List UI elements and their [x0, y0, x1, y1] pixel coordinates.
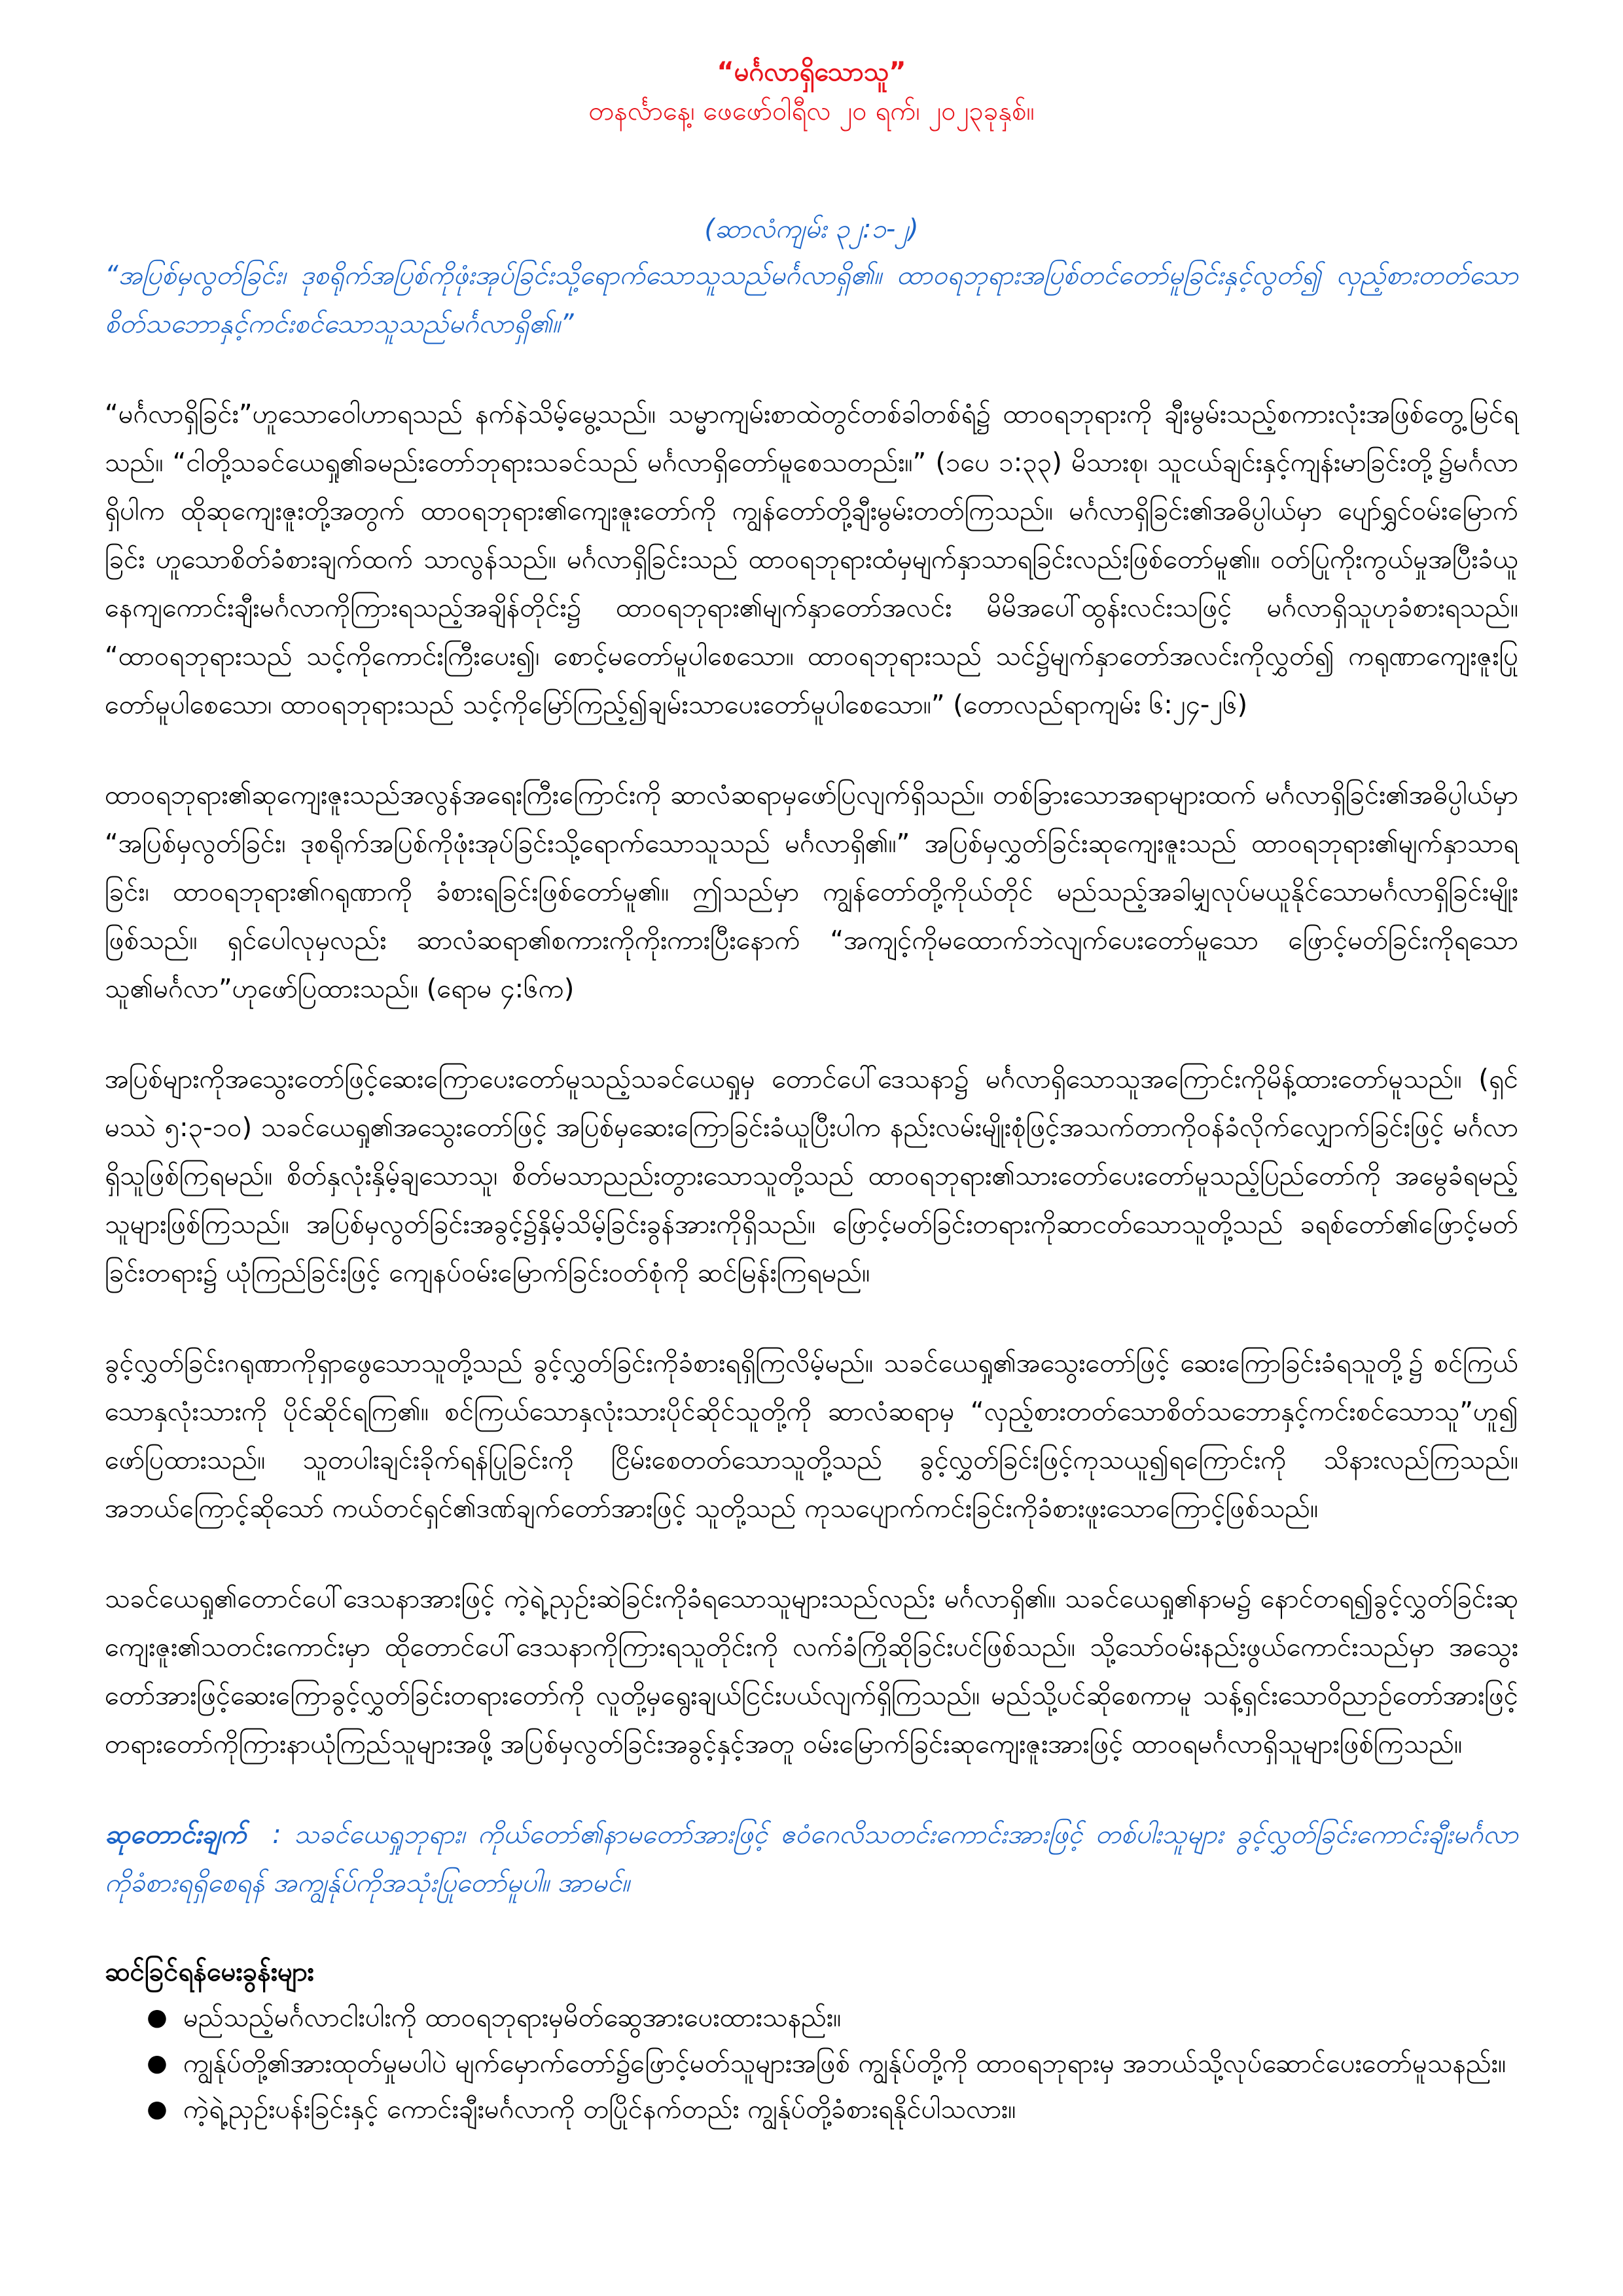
scripture-verse: “အပြစ်မှလွတ်ခြင်း၊ ဒုစရိုက်အပြစ်ကိုဖုံးအုပ်ခြင်းသို့ရောက်သောသူသည်မင်္ဂလာရှိ၏။ ထာဝရဘုရားအပြစ်တင်တော်မူခြင်းနှင့်လွတ်၍ လှည့်စားတတ်သောစိတ်သဘောနှင့်ကင်းစင်သောသူသည်မင်္ဂလာရှိ၏။”	[105, 260, 1518, 339]
question-text: ကျွန်ုပ်တို့၏အားထုတ်မှုမပါပဲ မျက်မှောက်တော်၌ဖြောင့်မတ်သူများအဖြစ် ကျွန်ုပ်တို့ကို ထာဝရဘုရားမှ အဘယ်သို့လုပ်ဆောင်ပေးတော်မူသနည်း။	[183, 2049, 1507, 2079]
scripture-reference: (ဆာလံကျမ်း ၃၂:၁-၂)	[704, 214, 919, 244]
bullet-icon: ●	[147, 2004, 168, 2031]
page-title: “မင်္ဂလာရှိသောသူ”	[717, 57, 906, 87]
prayer-block	[105, 1810, 1518, 1907]
body-paragraph-2: ထာဝရဘုရား၏ဆုကျေးဇူးသည်အလွန်အရေးကြီးကြောင်းကို ဆာလံဆရာမှဖော်ပြလျက်ရှိသည်။ တစ်ခြားသောအရာများထက် မင်္ဂလာရှိခြင်း၏အဓိပ္ပါယ်မှာ “အပြစ်မှလွတ်ခြင်း၊ ဒုစရိုက်အပြစ်ကိုဖုံးအုပ်ခြင်းသို့ရောက်သောသူသည် မင်္ဂလာရှိ၏။” အပြစ်မှလွှတ်ခြင်းဆုကျေးဇူးသည် ထာဝရဘုရား၏မျက်နှာသာရခြင်း၊ ထာဝရဘုရား၏ဂရုဏာကို ခံစားရခြင်းဖြစ်တော်မူ၏။ ဤသည်မှာ ကျွန်တော်တို့ကိုယ်တိုင် မည်သည့်အခါမျှလုပ်မယူနိုင်သောမင်္ဂလာရှိခြင်းမျိုးဖြစ်သည်။ ရှင်ပေါလုမှလည်း ဆာလံဆရာ၏စကားကိုကိုးကားပြီးနောက် “အကျင့်ကိုမထောက်ဘဲလျက်ပေးတော်မူသော ဖြောင့်မတ်ခြင်းကိုရသောသူ၏မင်္ဂလာ”ဟုဖော်ပြထားသည်။ (ရောမ ၄:၆က)	[105, 780, 1518, 1004]
body-paragraph-3: အပြစ်များကိုအသွေးတော်ဖြင့်ဆေးကြောပေးတော်မူသည့်သခင်ယေရှုမှ တောင်ပေါ်ဒေသနာ၌ မင်္ဂလာရှိသောသူအကြောင်းကိုမိန့်ထားတော်မူသည်။ (ရှင်မဿဲ ၅:၃-၁၀) သခင်ယေရှု၏အသွေးတော်ဖြင့် အပြစ်မှဆေးကြောခြင်းခံယူပြီးပါက နည်းလမ်းမျိုးစုံဖြင့်အသက်တာကိုဝန်ခံလိုက်လျှောက်ခြင်းဖြင့် မင်္ဂလာရှိသူဖြစ်ကြရမည်။ စိတ်နှလုံးနှိမ့်ချသောသူ၊ စိတ်မသာညည်းတွားသောသူတို့သည် ထာဝရဘုရား၏သားတော်ပေးတော်မူသည့်ပြည်တော်ကို အမွေခံရမည့်သူများဖြစ်ကြသည်။ အပြစ်မှလွတ်ခြင်းအခွင့်၌နှိမ့်သိမ့်ခြင်းခွန်အားကိုရှိသည်။ ဖြောင့်မတ်ခြင်းတရားကိုဆာငတ်သောသူတို့သည် ခရစ်တော်၏ဖြောင့်မတ်ခြင်းတရား၌ ယုံကြည်ခြင်းဖြင့် ကျေနပ်ဝမ်းမြောက်ခြင်းဝတ်စုံကို ဆင်မြန်းကြရမည်။	[105, 1064, 1518, 1288]
body-paragraph-1: “မင်္ဂလာရှိခြင်း”ဟူသောဝေါဟာရသည် နက်နဲသိမ့်မွေ့သည်။ သမ္မာကျမ်းစာထဲတွင်တစ်ခါတစ်ရံ၌ ထာဝရဘုရားကို ချီးမွမ်းသည့်စကားလုံးအဖြစ်တွေ့မြင်ရသည်။ “ငါတို့သခင်ယေရှု၏ခမည်းတော်ဘုရားသခင်သည် မင်္ဂလာရှိတော်မူစေသတည်း။” (၁ပေ ၁:၃၃) မိသားစု၊ သူငယ်ချင်းနှင့်ကျန်းမာခြင်းတို့၌မင်္ဂလာရှိပါက ထိုဆုကျေးဇူးတို့အတွက် ထာဝရဘုရား၏ကျေးဇူးတော်ကို ကျွန်တော်တို့ချီးမွမ်းတတ်ကြသည်။ မင်္ဂလာရှိခြင်း၏အဓိပ္ပါယ်မှာ ပျော်ရွှင်ဝမ်းမြောက်ခြင်း ဟူသောစိတ်ခံစားချက်ထက် သာလွန်သည်။ မင်္ဂလာရှိခြင်းသည် ထာဝရဘုရားထံမှမျက်နှာသာရခြင်းလည်းဖြစ်တော်မူ၏။ ဝတ်ပြုကိုးကွယ်မှုအပြီးခံယူနေကျကောင်းချီးမင်္ဂလာကိုကြားရသည့်အချိန်တိုင်း၌ ထာဝရဘုရား၏မျက်နှာတော်အလင်း မိမိအပေါ်ထွန်းလင်းသဖြင့် မင်္ဂလာရှိသူဟုခံစားရသည်။ “ထာဝရဘုရားသည် သင့်ကိုကောင်းကြီးပေး၍၊ စောင့်မတော်မူပါစေသော။ ထာဝရဘုရားသည် သင်၌မျက်နှာတော်အလင်းကိုလွှတ်၍ ကရုဏာကျေးဇူးပြုတော်မူပါစေသော၊ ထာဝရဘုရားသည် သင့်ကိုမြော်ကြည့်၍ချမ်းသာပေးတော်မူပါစေသော။” (တောလည်ရာကျမ်း ၆:၂၄-၂၆)	[105, 399, 1518, 720]
list-item	[144, 1995, 1518, 2041]
body-paragraph-4: ခွင့်လွှတ်ခြင်းဂရုဏာကိုရှာဖွေသောသူတို့သည် ခွင့်လွှတ်ခြင်းကိုခံစားရရှိကြလိမ့်မည်။ သခင်ယေရှု၏အသွေးတော်ဖြင့် ဆေးကြောခြင်းခံရသူတို့၌ စင်ကြယ်သောနှလုံးသားကို ပိုင်ဆိုင်ရကြ၏။ စင်ကြယ်သောနှလုံးသားပိုင်ဆိုင်သူတို့ကို ဆာလံဆရာမှ “လှည့်စားတတ်သောစိတ်သဘောနှင့်ကင်းစင်သောသူ”ဟူ၍ ဖော်ပြထားသည်။ သူတပါးချင်းခိုက်ရန်ပြုခြင်းကို ငြိမ်းစေတတ်သောသူတို့သည် ခွင့်လွှတ်ခြင်းဖြင့်ကုသယူ၍ရကြောင်းကို သိနားလည်ကြသည်။ အဘယ်ကြောင့်ဆိုသော် ကယ်တင်ရှင်၏ဒဏ်ချက်တော်အားဖြင့် သူတို့သည် ကုသပျောက်ကင်းခြင်းကိုခံစားဖူးသောကြောင့်ဖြစ်သည်။	[105, 1348, 1518, 1524]
list-item	[144, 2041, 1518, 2087]
date-line: တနင်္လာနေ့၊ ဖေဖော်ဝါရီလ ၂၀ ရက်၊ ၂၀၂၃ခုနှစ်။	[588, 96, 1035, 126]
body-paragraph-5: သခင်ယေရှု၏တောင်ပေါ်ဒေသနာအားဖြင့် ကဲ့ရဲ့ညှဉ်းဆဲခြင်းကိုခံရသောသူများသည်လည်း မင်္ဂလာရှိ၏။ သခင်ယေရှု၏နာမ၌ နောင်တရ၍ခွင့်လွှတ်ခြင်းဆုကျေးဇူး၏သတင်းကောင်းမှာ ထိုတောင်ပေါ်ဒေသနာကိုကြားရသူတိုင်းကို လက်ခံကြိုဆိုခြင်းပင်ဖြစ်သည်။ သို့သော်ဝမ်းနည်းဖွယ်ကောင်းသည်မှာ အသွေးတော်အားဖြင့်ဆေးကြောခွင့်လွှတ်ခြင်းတရားတော်ကို လူတို့မှရွေးချယ်ငြင်းပယ်လျက်ရှိကြသည်။ မည်သို့ပင်ဆိုစေကာမူ သန့်ရှင်းသောဝိညာဉ်တော်အားဖြင့် တရားတော်ကိုကြားနာယုံကြည်သူများအဖို့ အပြစ်မှလွတ်ခြင်းအခွင့်နှင့်အတူ ဝမ်းမြောက်ခြင်းဆုကျေးဇူးအားဖြင့် ထာဝရမင်္ဂလာရှိသူများဖြစ်ကြသည်။	[105, 1584, 1518, 1759]
questions-heading: ဆင်ခြင်ရန်မေးခွန်းများ	[105, 1957, 314, 1987]
list-item	[144, 2087, 1518, 2132]
bullet-icon: ●	[147, 2050, 168, 2077]
questions-list	[105, 1995, 1518, 2132]
bullet-icon: ●	[147, 2096, 168, 2123]
question-text: ကဲ့ရဲ့ညှဉ်းပန်းခြင်းနှင့် ကောင်းချီးမင်္ဂလာကို တပြိုင်နက်တည်း ကျွန်ုပ်တို့ခံစားရနိုင်ပါသလား။	[183, 2094, 1016, 2125]
prayer-text: : သခင်ယေရှုဘုရား၊ ကိုယ်တော်၏နာမတော်အားဖြင့် ဧဝံဂေလိသတင်းကောင်းအားဖြင့် တစ်ပါးသူများ ခွင့်လွှတ်ခြင်းကောင်းချီးမင်္ဂလာကိုခံစားရရှိစေရန် အကျွန်ုပ်ကိုအသုံးပြုတော်မူပါ။ အာမင်။	[105, 1820, 1518, 1898]
question-text: မည်သည့်မင်္ဂလာငါးပါးကို ထာဝရဘုရားမှမိတ်ဆွေအားပေးထားသနည်း။	[183, 2003, 842, 2033]
prayer-label: ဆုတောင်းချက်	[105, 1820, 247, 1850]
